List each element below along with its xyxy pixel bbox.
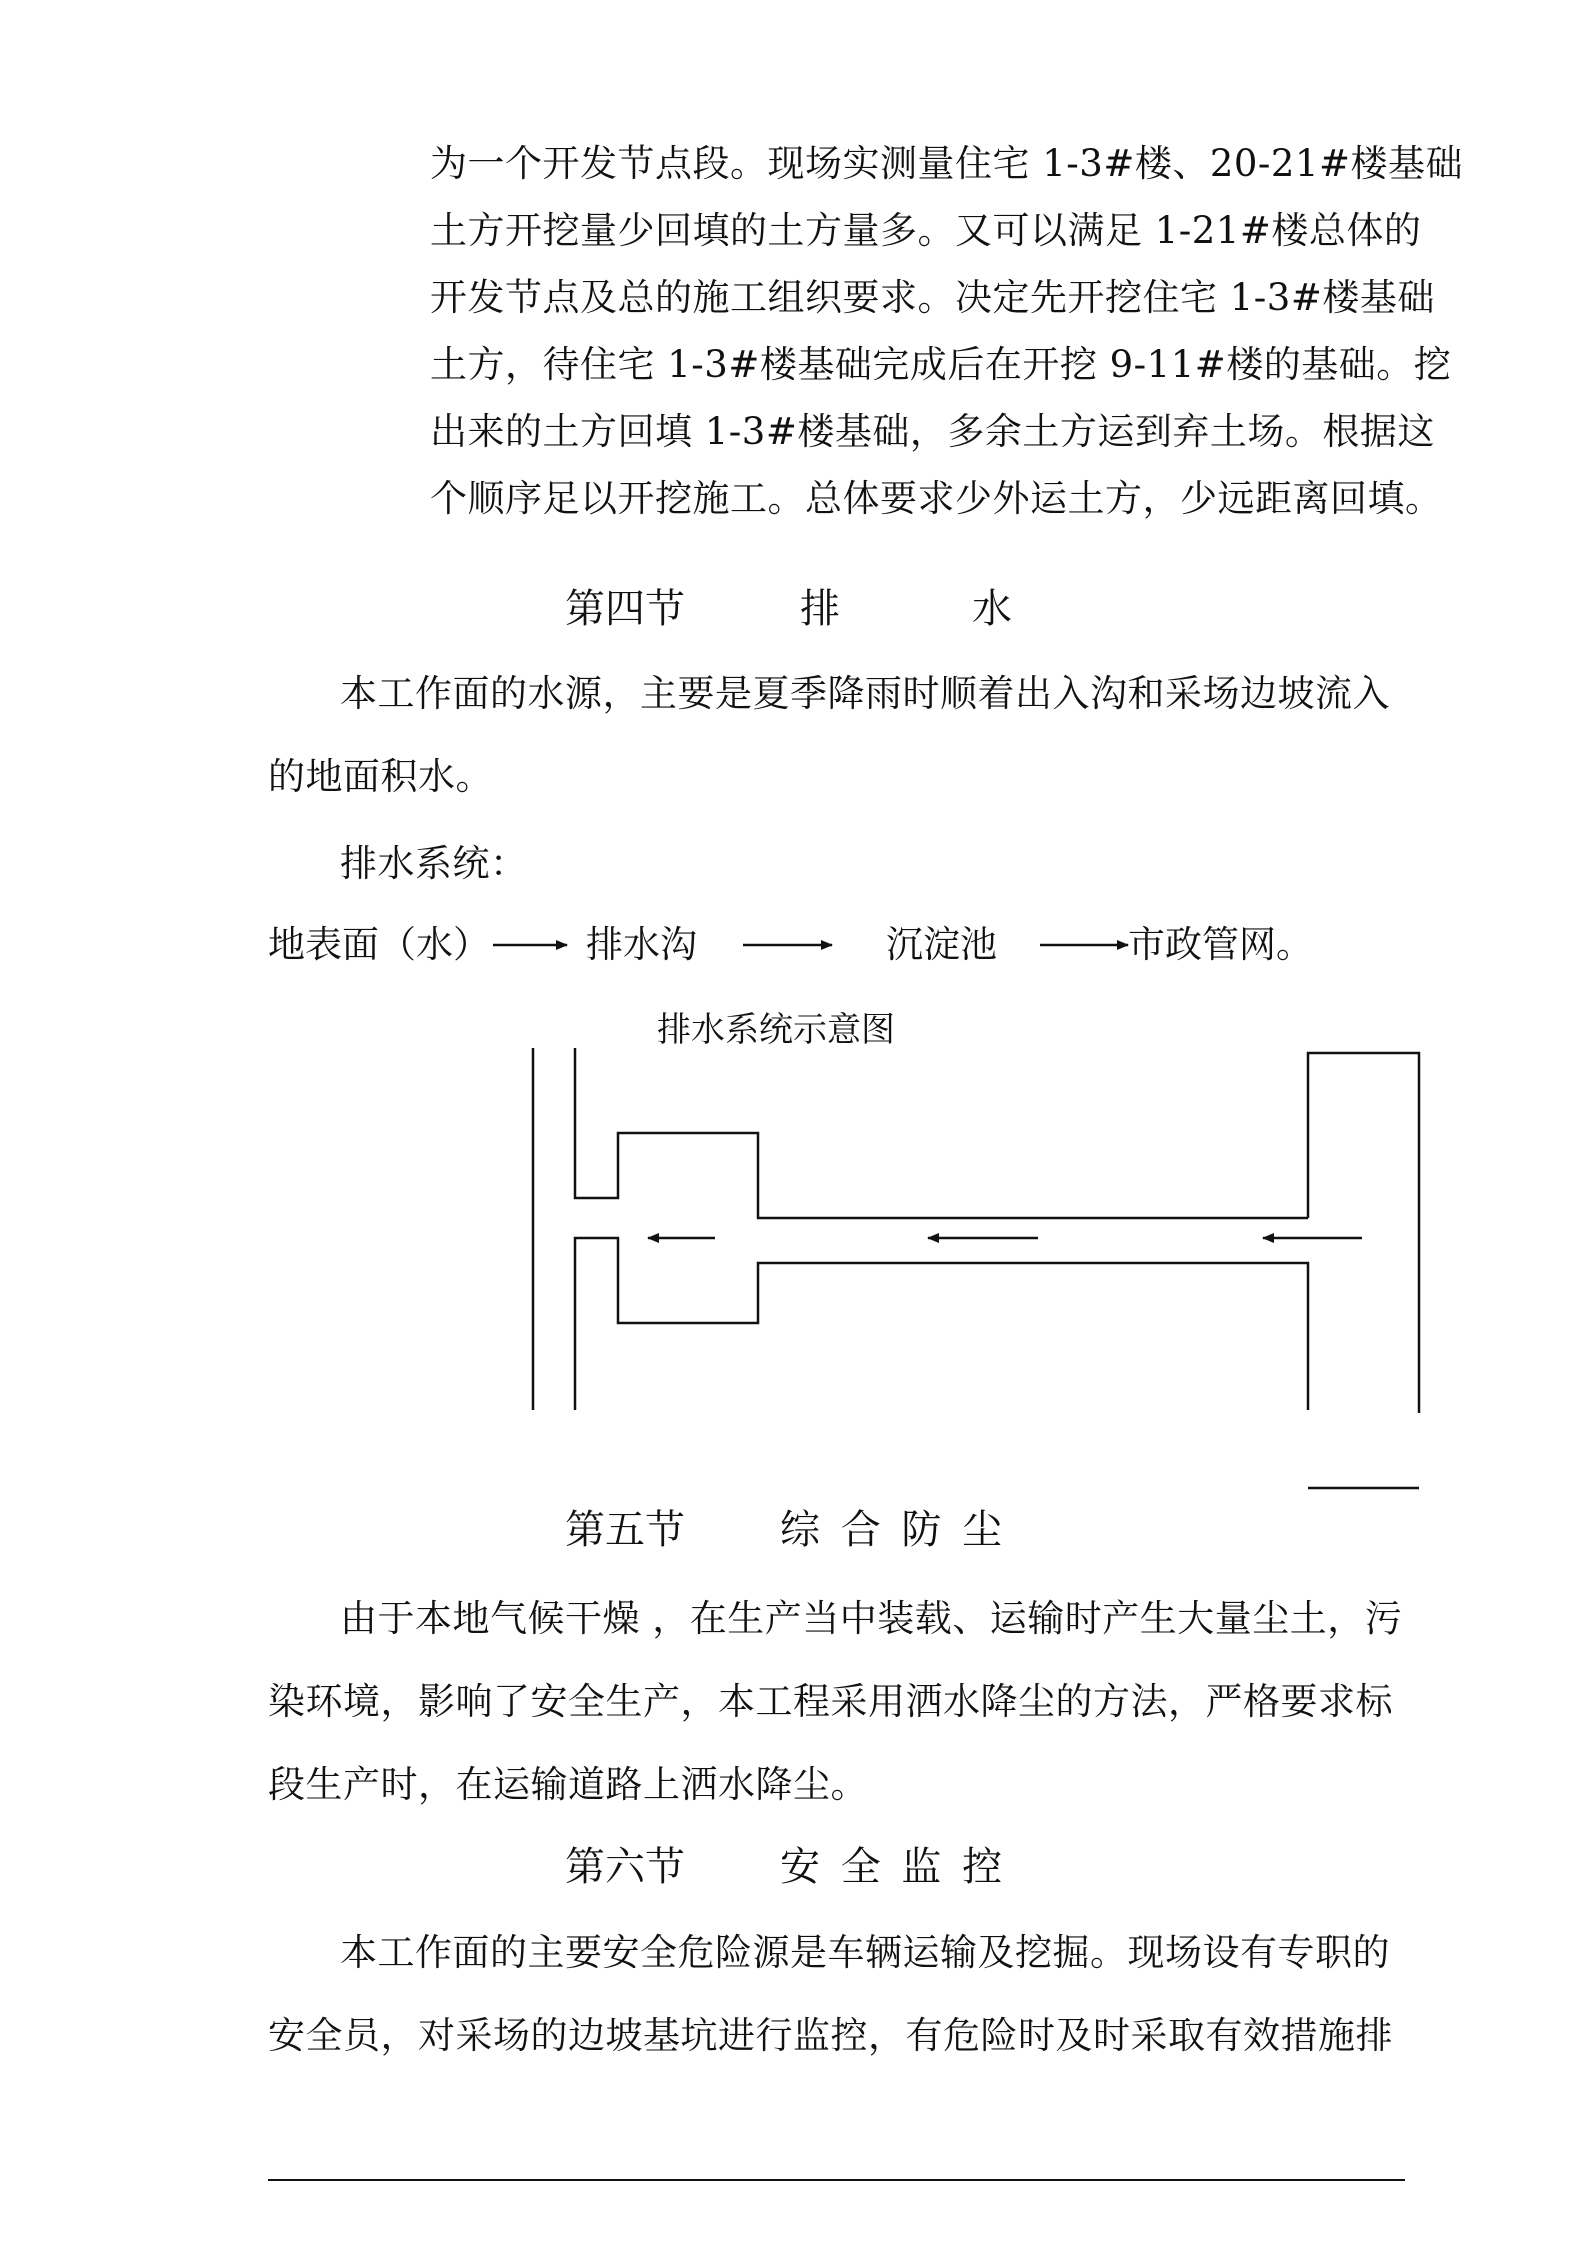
section6-para-line-1: 本工作面的主要安全危险源是车辆运输及挖掘。现场设有专职的: [340, 1931, 1390, 1974]
section5-title: 综 合 防 尘: [780, 1507, 1007, 1553]
flow-step-ditch: 排水沟: [586, 923, 697, 966]
section4-para-line-1: 本工作面的水源，主要是夏季降雨时顺着出入沟和采场边坡流入: [340, 672, 1390, 715]
section5-para-line-1: 由于本地气候干燥 ，在生产当中装载、运输时产生大量尘土，污: [340, 1597, 1403, 1640]
section4-number: 第四节: [565, 586, 685, 632]
diagram-channel-lower-wall: [575, 1238, 1308, 1410]
diagram-right-structure: [1308, 1053, 1419, 1413]
intro-line-2: 土方开挖量少回填的土方量多。又可以满足 1-21#楼总体的: [430, 209, 1422, 252]
diagram-title: 排水系统示意图: [657, 1010, 895, 1050]
flow-step-municipal: 市政管网。: [1128, 923, 1313, 966]
section4-para-line-2: 的地面积水。: [268, 755, 493, 798]
flow-step-surface: 地表面（水）: [268, 923, 490, 966]
drainage-system-label: 排水系统：: [340, 842, 528, 885]
flow-step-basin: 沉淀池: [886, 923, 997, 966]
intro-line-6: 个顺序足以开挖施工。总体要求少外运土方，少远距离回填。: [430, 477, 1443, 520]
section5-para-line-3: 段生产时，在运输道路上洒水降尘。: [268, 1763, 868, 1806]
intro-line-4: 土方，待住宅 1-3#楼基础完成后在开挖 9-11#楼的基础。挖: [430, 343, 1452, 386]
intro-line-1: 为一个开发节点段。现场实测量住宅 1-3#楼、20-21#楼基础: [430, 142, 1464, 185]
intro-line-3: 开发节点及总的施工组织要求。决定先开挖住宅 1-3#楼基础: [430, 276, 1435, 319]
section4-title-char-1: 排: [800, 586, 840, 632]
section5-para-line-2: 染环境，影响了安全生产，本工程采用洒水降尘的方法，严格要求标: [268, 1680, 1393, 1723]
section4-title-char-2: 水: [972, 586, 1012, 632]
section6-para-line-2: 安全员，对采场的边坡基坑进行监控，有危险时及时采取有效措施排: [268, 2014, 1393, 2057]
section5-number: 第五节: [565, 1507, 685, 1553]
section6-title: 安 全 监 控: [780, 1844, 1007, 1890]
drainage-diagram: [533, 1048, 1419, 1413]
section6-number: 第六节: [565, 1844, 685, 1890]
diagram-channel-upper-wall: [575, 1048, 1308, 1218]
intro-line-5: 出来的土方回填 1-3#楼基础，多余土方运到弃土场。根据这: [430, 410, 1435, 453]
